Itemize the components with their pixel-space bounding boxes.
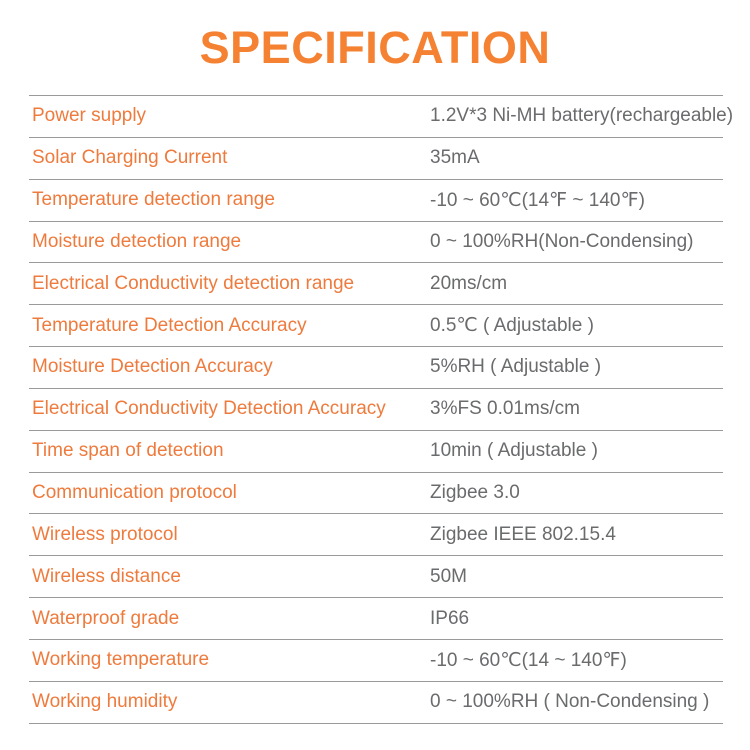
spec-row [29,555,723,597]
spec-label: Temperature detection range [32,189,275,211]
spec-label: Time span of detection [32,440,224,462]
spec-label: Communication protocol [32,482,237,504]
spec-label: Moisture Detection Accuracy [32,356,273,378]
spec-row [29,179,723,221]
spec-value: -10 ~ 60℃(14℉ ~ 140℉) [430,189,645,211]
spec-value: 20ms/cm [430,272,508,294]
spec-label: Working temperature [32,649,210,671]
spec-label: Wireless distance [32,565,181,587]
spec-row [29,346,723,388]
spec-value: 3%FS 0.01ms/cm [430,398,580,420]
spec-label: Solar Charging Current [32,147,228,169]
spec-row [29,137,723,179]
spec-row [29,430,723,472]
spec-row [29,597,723,639]
specification-table [29,95,734,724]
spec-value: 35mA [430,147,480,169]
spec-row [29,388,723,430]
spec-label: Power supply [32,105,147,127]
spec-row [29,262,723,304]
spec-row [29,221,723,263]
spec-label: Temperature Detection Accuracy [32,314,307,336]
spec-value: 1.2V*3 Ni-MH battery(rechargeable) [430,105,734,127]
spec-value: 50M [430,565,467,587]
spec-row [29,513,723,555]
spec-label: Electrical Conductivity Detection Accuracy [32,398,386,420]
spec-value: 10min ( Adjustable ) [430,440,598,462]
spec-row [29,304,723,346]
spec-value: 0 ~ 100%RH ( Non-Condensing ) [430,691,710,713]
spec-row [29,95,734,137]
spec-row [29,681,723,723]
spec-row [29,472,723,514]
spec-label: Wireless protocol [32,523,178,545]
spec-label: Working humidity [32,691,178,713]
spec-value: Zigbee IEEE 802.15.4 [430,523,616,545]
spec-label: Moisture detection range [32,230,242,252]
spec-value: -10 ~ 60℃(14 ~ 140℉) [430,649,627,671]
spec-value: IP66 [430,607,470,629]
spec-value: Zigbee 3.0 [430,482,520,504]
spec-row [29,639,723,681]
spec-value: 0.5℃ ( Adjustable ) [430,315,594,337]
page-title: SPECIFICATION [199,22,551,73]
spec-value: 0 ~ 100%RH(Non-Condensing) [430,230,694,252]
spec-value: 5%RH ( Adjustable ) [430,356,602,378]
spec-label: Waterproof grade [32,607,180,629]
spec-label: Electrical Conductivity detection range [32,272,355,294]
